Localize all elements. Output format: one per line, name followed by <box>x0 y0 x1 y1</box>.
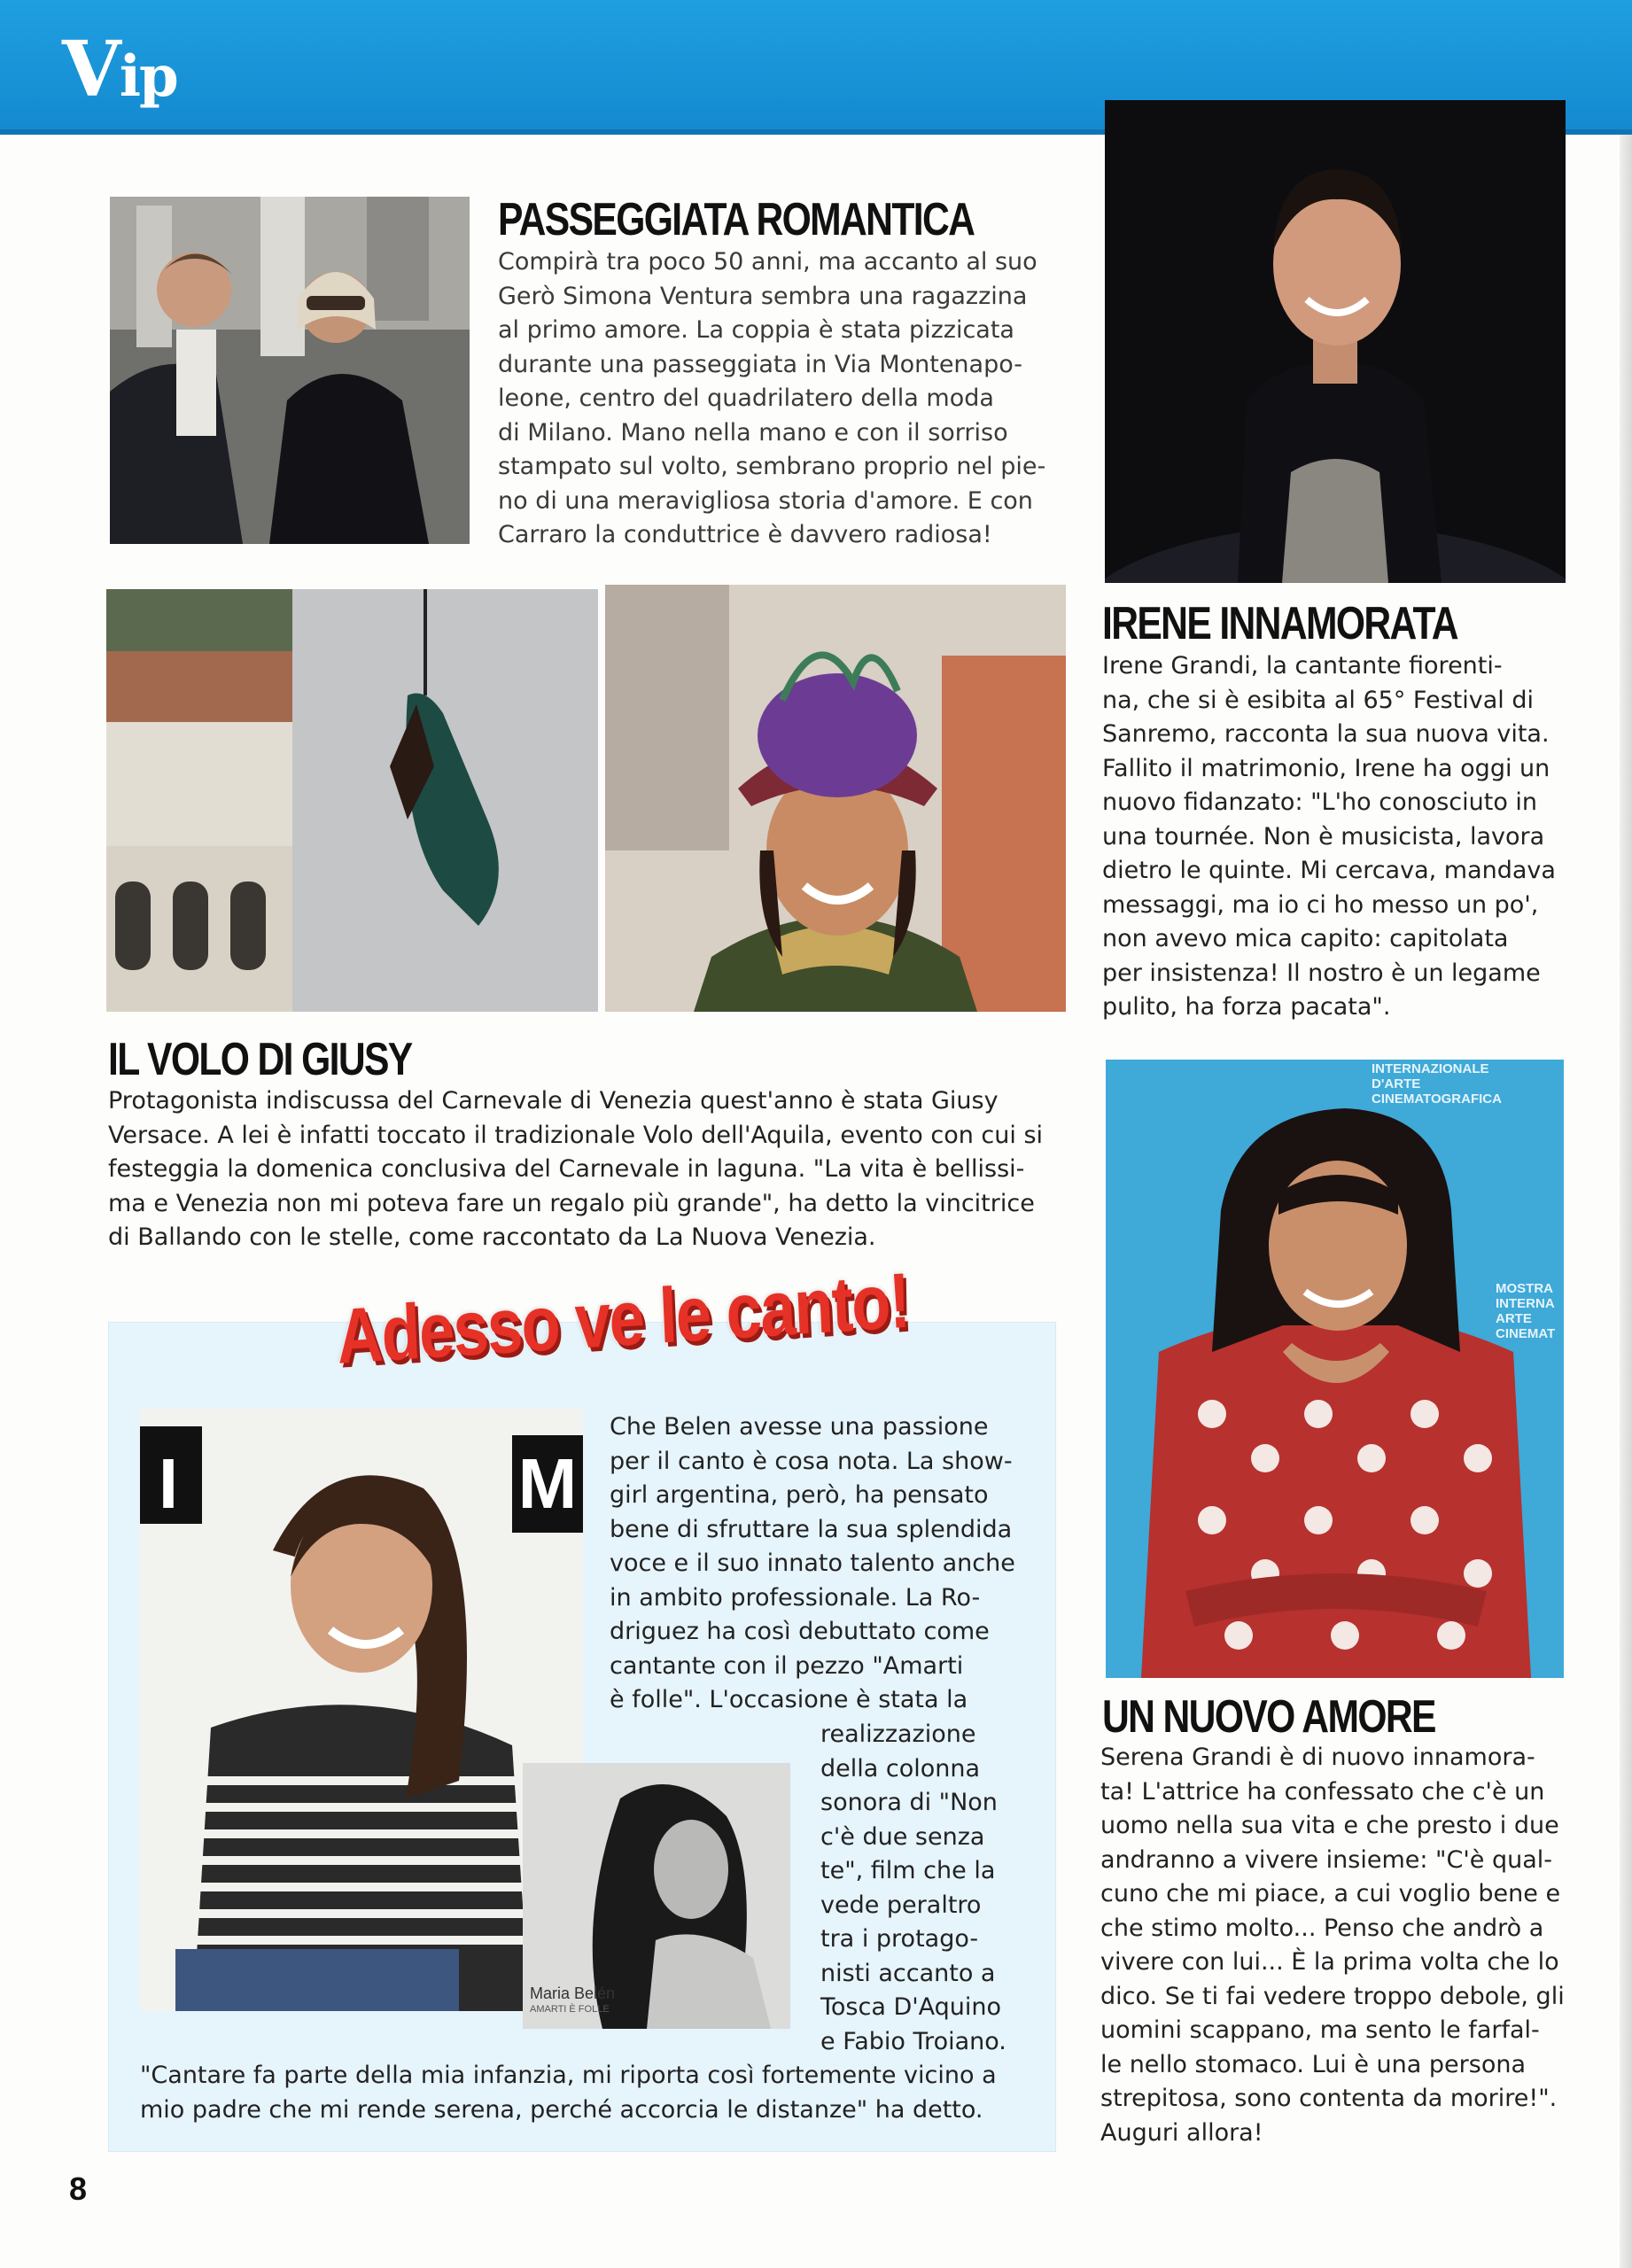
text-line: è folle". L'occasione è stata la <box>610 1686 968 1713</box>
backdrop-line: CINEMAT <box>1496 1326 1556 1341</box>
text-line: Protagonista indiscussa del Carnevale di Venezia quest'anno è stata Giusy <box>108 1087 999 1115</box>
text-line: di Ballando con le stelle, come raccontato da La Nuova Venezia. <box>108 1223 876 1251</box>
text-line: nuovo fidanzato: "L'ho conosciuto in <box>1102 788 1538 816</box>
article-passeggiata <box>498 245 1065 553</box>
article-canto-bottom <box>140 2059 1044 2127</box>
text-line: andranno a vivere insieme: "C'è qual- <box>1100 1845 1552 1874</box>
text-line: della colonna <box>820 1754 981 1783</box>
text-line: uomo nella sua vita e che presto i due <box>1100 1812 1559 1839</box>
text-line: uomini scappano, ma sento le farfal- <box>1100 2016 1540 2044</box>
photo-irene-stage <box>1105 100 1566 583</box>
sign-letter-m: M <box>512 1435 583 1533</box>
text-line: che stimo molto... Penso che andrò a <box>1100 1914 1544 1942</box>
photo-couple-street <box>110 197 470 544</box>
headline-amore: UN NUOVO AMORE <box>1102 1691 1435 1743</box>
text-line: Gerò Simona Ventura sembra una ragazzina <box>498 282 1028 310</box>
headline-canto: Adesso ve le canto! <box>335 1255 911 1380</box>
article-amore <box>1100 1741 1570 2150</box>
text-line: strepitosa, sono contenta da morire!". <box>1100 2085 1558 2112</box>
text-line: Versace. A lei è infatti toccato il tradizionale Volo dell'Aquila, evento con cui si <box>108 1121 1044 1149</box>
text-line: te", film che la <box>820 1857 996 1884</box>
text-line: messaggi, ma io ci ho messo un po', <box>1102 890 1539 919</box>
text-line: vivere con lui... È la prima volta che lo <box>1100 1948 1559 1976</box>
photo-volo-tower <box>106 589 598 1012</box>
text-line: voce e il suo innato talento anche <box>610 1550 1015 1577</box>
photo-giusy-costume <box>605 585 1066 1012</box>
text-line: no di una meravigliosa storia d'amore. E con <box>498 486 1033 515</box>
text-line: ma e Venezia non mi poteva fare un regalo più grande", ha detto la vincitrice <box>108 1189 1035 1217</box>
text-line: per il canto è cosa nota. La show- <box>610 1447 1013 1475</box>
text-line: tra i protago- <box>820 1925 979 1953</box>
text-line: Carraro la conduttrice è davvero radiosa! <box>498 521 992 548</box>
photo-serena-festival <box>1106 1060 1564 1678</box>
text-line: pulito, ha forza pacata". <box>1102 993 1391 1021</box>
text-line: per insistenza! Il nostro è un legame <box>1102 959 1541 987</box>
article-canto-wide <box>610 1410 1035 1718</box>
text-line: non avevo mica capito: capitolata <box>1102 925 1509 952</box>
headline-volo: IL VOLO DI GIUSY <box>108 1034 412 1085</box>
text-line: na, che si è esibita al 65° Festival di <box>1102 686 1534 714</box>
text-line: Tosca D'Aquino <box>820 1993 1002 2021</box>
text-line: durante una passeggiata in Via Montenapo- <box>498 350 1022 378</box>
text-line: "Cantare fa parte della mia infanzia, mi riporta così fortemente vicino a <box>140 2062 997 2089</box>
article-irene <box>1102 649 1563 1025</box>
backdrop-line: ARTE <box>1496 1311 1532 1326</box>
text-line: driguez ha così debuttato come <box>610 1618 990 1645</box>
text-line: in ambito professionale. La Ro- <box>610 1583 981 1612</box>
page-edge <box>1620 0 1632 2268</box>
text-line: festeggia la domenica conclusiva del Carnevale in laguna. "La vita è bellissi- <box>108 1155 1025 1183</box>
page-number: 8 <box>69 2171 88 2207</box>
text-line: nisti accanto a <box>820 1959 996 1987</box>
text-line: realizzazione <box>820 1720 976 1748</box>
text-line: Sanremo, racconta la sua nuova vita. <box>1102 720 1550 748</box>
article-volo <box>108 1084 1074 1255</box>
text-line: cuno che mi piace, a cui voglio bene e <box>1100 1880 1561 1907</box>
backdrop-line: MOSTRA <box>1496 1281 1553 1296</box>
album-cover <box>523 1763 790 2029</box>
text-line: stampato sul volto, sembrano proprio nel pie- <box>498 453 1046 480</box>
text-line: le nello stomaco. Lui è una persona <box>1100 2050 1527 2078</box>
text-line: al primo amore. La coppia è stata pizzicata <box>498 316 1014 344</box>
text-line: Serena Grandi è di nuovo innamora- <box>1100 1744 1535 1771</box>
sign-letter-i: I <box>158 1444 179 1523</box>
text-line: bene di sfruttare la sua splendida <box>610 1515 1013 1543</box>
backdrop-line: D'ARTE <box>1372 1076 1421 1091</box>
text-line: sonora di "Non <box>820 1789 998 1816</box>
text-line: mio padre che mi rende serena, perché accorcia le distanze" ha detto. <box>140 2095 983 2124</box>
section-logo: Vip <box>62 25 177 114</box>
festival-backdrop-text-right <box>1496 1281 1562 1341</box>
headline-irene: IRENE INNAMORATA <box>1102 598 1457 649</box>
text-line: c'è due senza <box>820 1822 985 1851</box>
text-line: vede peraltro <box>820 1891 982 1919</box>
text-line: ta! L'attrice ha confessato che c'è un <box>1100 1777 1545 1806</box>
album-artist: Maria Belén <box>530 1984 616 2002</box>
text-line: girl argentina, però, ha pensato <box>610 1481 989 1509</box>
text-line: leone, centro del quadrilatero della moda <box>498 384 994 412</box>
text-line: Che Belen avesse una passione <box>610 1413 989 1441</box>
backdrop-line: INTERNAZIONALE <box>1372 1061 1489 1076</box>
text-line: Compirà tra poco 50 anni, ma accanto al suo <box>498 248 1037 276</box>
article-canto-narrow <box>820 1718 1042 2059</box>
text-line: dietro le quinte. Mi cercava, mandava <box>1102 857 1556 884</box>
album-title: AMARTI È FOLLE <box>530 2004 610 2015</box>
text-line: dico. Se ti fai vedere troppo debole, gli <box>1100 1982 1565 2010</box>
text-line: e Fabio Troiano. <box>820 2027 1006 2055</box>
text-line: Irene Grandi, la cantante fiorenti- <box>1102 652 1503 680</box>
text-line: di Milano. Mano nella mano e con il sorriso <box>498 418 1008 447</box>
text-line: cantante con il pezzo "Amarti <box>610 1651 964 1680</box>
text-line: Fallito il matrimonio, Irene ha oggi un <box>1102 754 1550 782</box>
headline-passeggiata: PASSEGGIATA ROMANTICA <box>498 194 975 245</box>
backdrop-line: INTERNA <box>1496 1296 1555 1311</box>
text-line: una tournée. Non è musicista, lavora <box>1102 822 1545 850</box>
backdrop-line: CINEMATOGRAFICA <box>1372 1091 1502 1107</box>
festival-backdrop-text <box>1372 1061 1558 1107</box>
text-line: Auguri allora! <box>1100 2118 1263 2147</box>
